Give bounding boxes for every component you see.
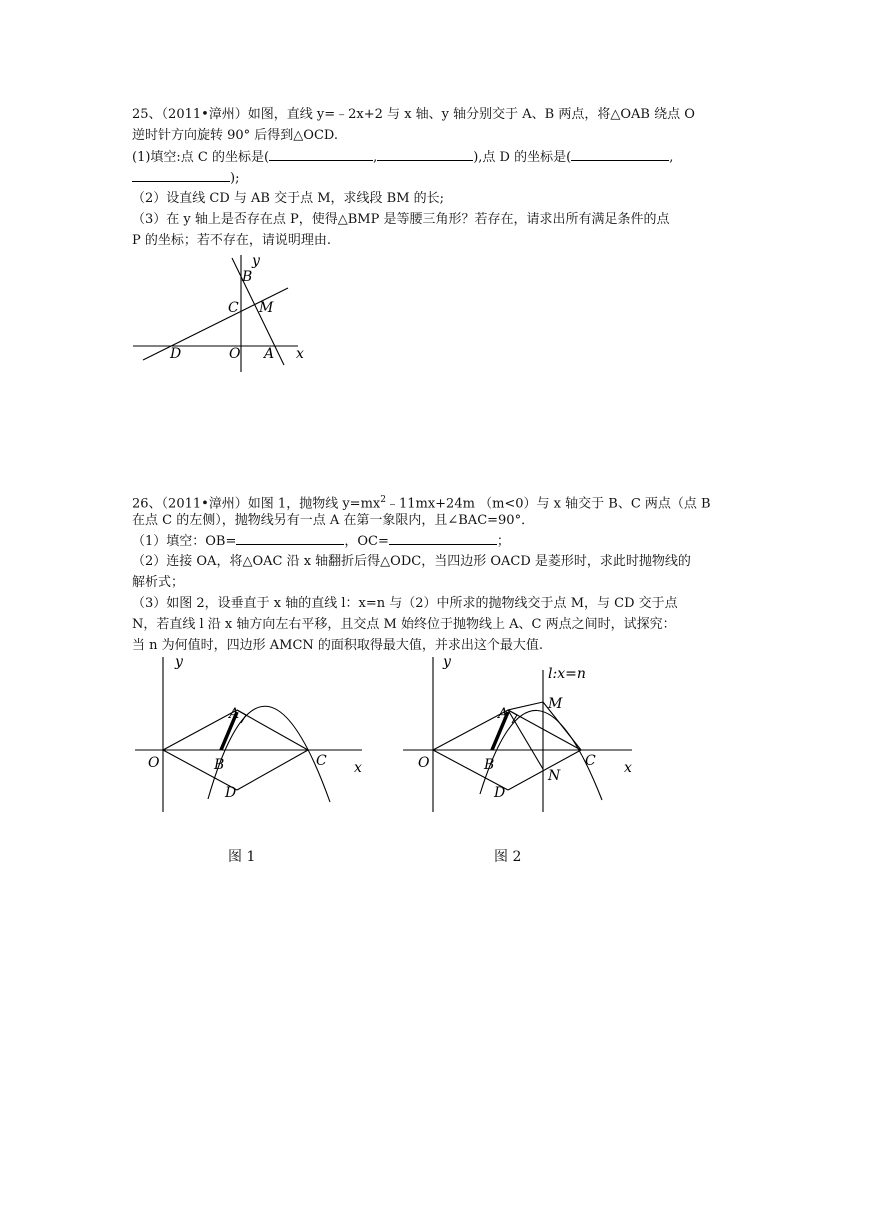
- answer-blank-d-y[interactable]: [132, 169, 230, 182]
- label-b: B: [242, 269, 253, 285]
- label-b: B: [484, 757, 495, 773]
- label-d: D: [225, 785, 237, 801]
- q26-line-1: [132, 491, 711, 513]
- segment-am: [508, 702, 543, 710]
- label-c: C: [228, 300, 239, 316]
- label-a: A: [229, 706, 240, 722]
- comma: ,: [669, 150, 674, 165]
- q25-fill-d-prefix: ),点 D 的坐标是(: [473, 150, 572, 165]
- q26-line-1b: ﹣11mx+24m （m<0）与 x 轴交于 B、C 两点（点 B: [385, 496, 711, 512]
- answer-blank-ob[interactable]: [236, 532, 344, 545]
- q26-line-3: [132, 532, 510, 551]
- q26-line-5: 解析式；: [132, 575, 185, 590]
- figure-1-caption: 图 1: [228, 849, 256, 865]
- segment-oa: [163, 710, 237, 750]
- q26-figure-1: [130, 652, 370, 817]
- exponent: 2: [380, 495, 386, 505]
- answer-blank-d-x[interactable]: [571, 148, 669, 161]
- q25-line-6: （3）在 y 轴上是否存在点 P，使得△BMP 是等腰三角形？若存在，请求出所有满足条件的点: [132, 212, 670, 227]
- label-x: x: [354, 760, 362, 776]
- label-x: x: [624, 760, 632, 776]
- q26-line-6: （3）如图 2，设垂直于 x 轴的直线 l：x=n 与（2）中所求的抛物线交于点 M，与 CD 交于点: [132, 596, 678, 611]
- label-y: y: [443, 654, 451, 670]
- label-a: A: [264, 346, 275, 362]
- label-b: B: [214, 757, 225, 773]
- segment-an: [508, 710, 543, 769]
- q25-line-7: P 的坐标；若不存在，请说明理由.: [132, 233, 332, 248]
- q25-fill-end: );: [230, 171, 240, 186]
- label-m: M: [548, 696, 563, 712]
- label-a: A: [498, 706, 509, 722]
- label-m: M: [259, 300, 274, 316]
- q26-fill-oc-prefix: ，OC=: [344, 534, 389, 549]
- answer-blank-c-y[interactable]: [377, 148, 473, 161]
- q25-line-2: 逆时针方向旋转 90° 后得到△OCD.: [132, 128, 339, 143]
- label-d: D: [170, 346, 182, 362]
- answer-blank-c-x[interactable]: [269, 148, 373, 161]
- segment-od: [163, 750, 237, 790]
- label-n: N: [548, 768, 561, 784]
- q25-line-3: [132, 148, 673, 167]
- q26-fill-ob-prefix: （1）填空：OB=: [132, 534, 237, 549]
- q25-line-4: [132, 169, 239, 188]
- q26-line-2: 在点 C 的左侧），抛物线另有一点 A 在第一象限内，且∠BAC=90°．: [132, 513, 535, 528]
- segment-od: [433, 750, 508, 790]
- q26-figure-2: [398, 652, 638, 817]
- label-y: y: [252, 253, 260, 269]
- label-line-l: l:x=n: [548, 666, 586, 682]
- label-o: O: [148, 755, 160, 771]
- segment-dc: [237, 750, 308, 790]
- q26-line-7: N，若直线 l 沿 x 轴方向左右平移，且交点 M 始终位于抛物线上 A、C 两点之间时，试探究：: [132, 617, 676, 632]
- q25-figure: [128, 250, 318, 375]
- q26-line-1a: 26、（2011•漳州）如图 1，抛物线 y=mx: [132, 496, 381, 512]
- q26-line-8: 当 n 为何值时，四边形 AMCN 的面积取得最大值，并求出这个最大值.: [132, 638, 544, 653]
- label-d: D: [494, 785, 506, 801]
- comma: ,: [373, 150, 378, 165]
- figure-2-caption: 图 2: [494, 849, 522, 865]
- label-y: y: [175, 654, 183, 670]
- q25-line-1: 25、（2011•漳州）如图，直线 y=﹣2x+2 与 x 轴、y 轴分别交于 A、B 两点，将△OAB 绕点 O: [132, 107, 695, 122]
- q25-line-5: （2）设直线 CD 与 AB 交于点 M，求线段 BM 的长;: [132, 191, 445, 206]
- q25-fill-c-prefix: (1)填空:点 C 的坐标是(: [132, 150, 270, 165]
- label-c: C: [316, 753, 327, 769]
- segment-ac: [508, 710, 581, 750]
- answer-blank-oc[interactable]: [389, 532, 497, 545]
- q26-fill-end: ；: [496, 534, 510, 549]
- segment-oa: [433, 710, 508, 750]
- q26-line-4: （2）连接 OA，将△OAC 沿 x 轴翻折后得△ODC，当四边形 OACD 是菱形时，求此时抛物线的: [132, 554, 691, 569]
- label-c: C: [585, 753, 596, 769]
- label-o: O: [418, 755, 430, 771]
- segment-ac: [237, 710, 308, 750]
- segment-dc: [508, 750, 581, 790]
- label-o: O: [229, 346, 241, 362]
- label-x: x: [296, 346, 304, 362]
